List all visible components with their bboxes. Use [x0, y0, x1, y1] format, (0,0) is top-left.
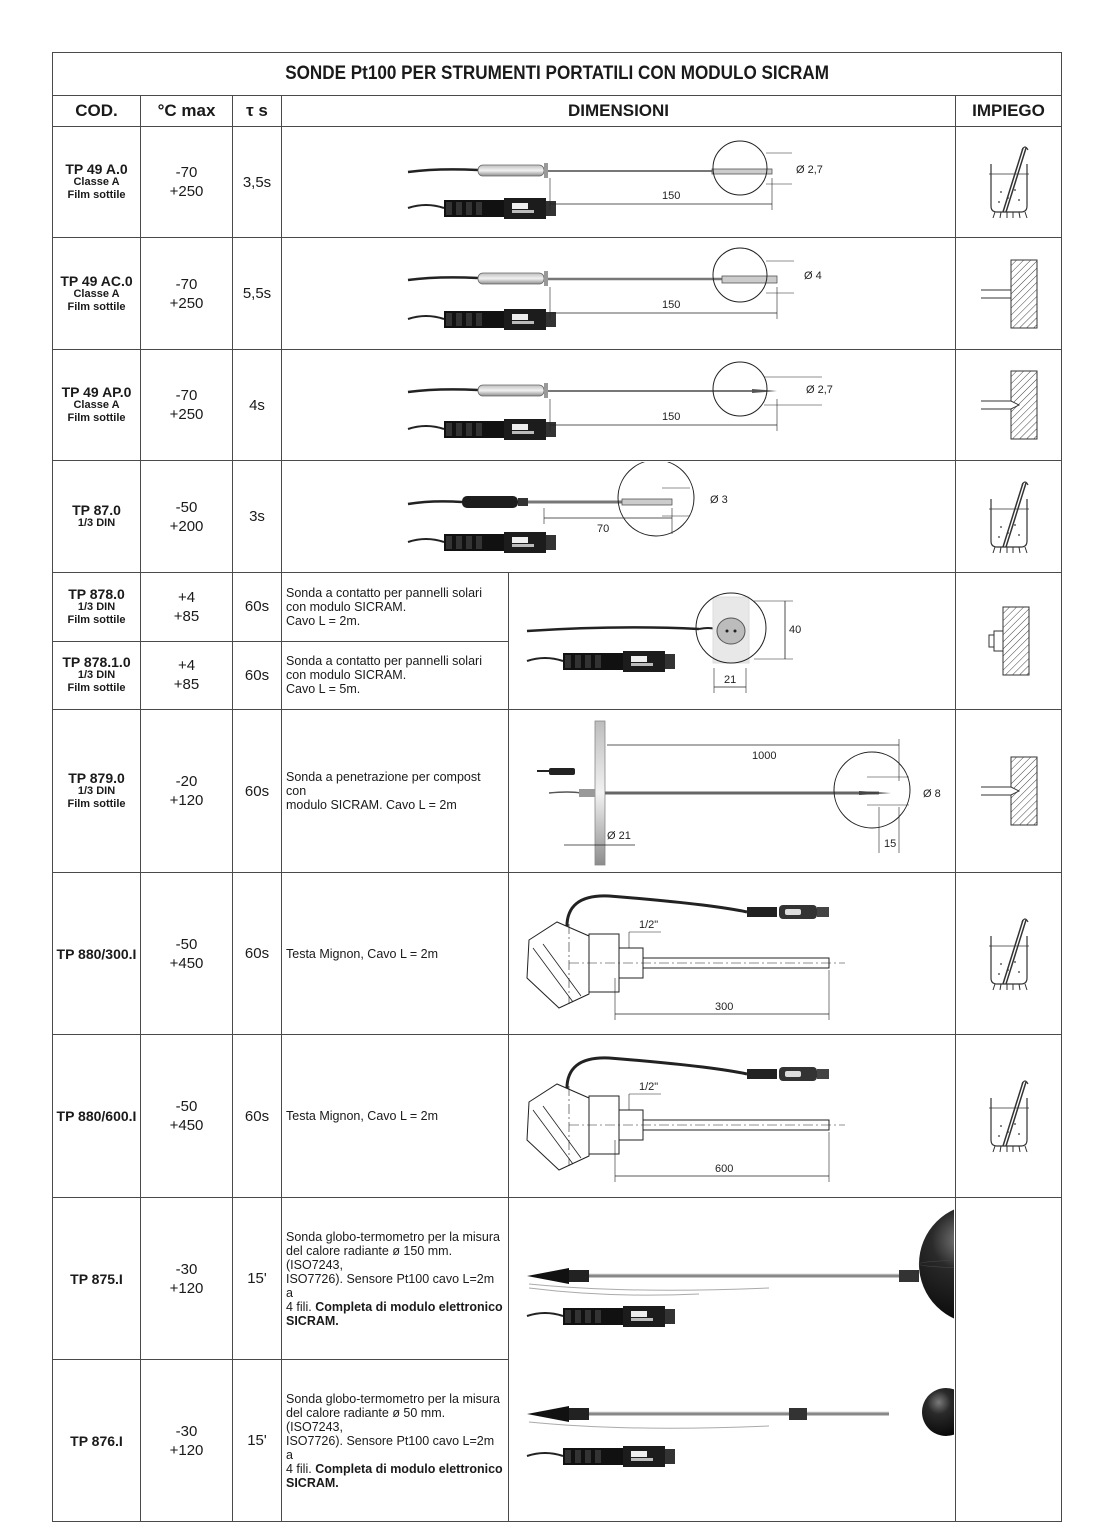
- response-time: 5,5s: [233, 238, 282, 350]
- temp-min: -70: [175, 387, 198, 404]
- usage-icon-cell: [956, 127, 1062, 238]
- product-sensor: Film sottile: [67, 613, 126, 626]
- table-row: [53, 350, 1062, 461]
- response-time: 60s: [233, 573, 282, 642]
- product-code: TP 879.0: [68, 770, 125, 786]
- description-line: 4 fili.: [286, 1461, 316, 1476]
- response-time: 60s: [233, 873, 282, 1035]
- length-label: 70: [597, 523, 610, 535]
- usage-icon-cell: [956, 238, 1062, 350]
- description-bold: Completa di modulo elettronico: [315, 1461, 503, 1476]
- temp-min: -20: [175, 773, 198, 790]
- header-temp: °C max: [141, 96, 233, 127]
- description: [282, 1360, 509, 1522]
- description: [282, 873, 509, 1035]
- table-title: SONDE Pt100 PER STRUMENTI PORTATILI CON MODULO SICRAM: [285, 63, 829, 84]
- immersion-icon: [979, 1076, 1039, 1156]
- thread-label: 1/2": [639, 1081, 659, 1093]
- dimension-drawing: [282, 350, 956, 461]
- usage-icon-cell: [956, 710, 1062, 873]
- product-class: 1/3 DIN: [77, 517, 116, 529]
- product-sensor: Film sottile: [67, 412, 126, 424]
- description-line: Sonda globo-termometro per la misura: [286, 1229, 500, 1244]
- table-row: [53, 710, 1062, 873]
- length-label: 300: [715, 1001, 734, 1013]
- description-line: ISO7726). Sensore Pt100 cavo L=2m a: [286, 1271, 495, 1300]
- probe-catalog-sheet: [52, 52, 1061, 1524]
- temp-max: +85: [173, 607, 200, 625]
- temp-min: -50: [175, 935, 198, 953]
- description-line: 4 fili.: [286, 1299, 316, 1314]
- table-row: [53, 238, 1062, 350]
- dimension-drawing: [509, 710, 956, 873]
- product-code: TP 875.I: [70, 1270, 123, 1287]
- temp-min: +4: [177, 657, 196, 675]
- description-line: Sonda a contatto per pannelli solari: [286, 585, 482, 600]
- temp-max: +450: [169, 954, 204, 972]
- temp-max: +250: [169, 406, 204, 423]
- dimension-drawing: [282, 127, 956, 238]
- description-bold: SICRAM.: [286, 1313, 339, 1328]
- temp-min: +4: [177, 588, 196, 606]
- contact-surface-icon: [981, 603, 1037, 679]
- temp-max: +85: [173, 676, 200, 694]
- description-line: Testa Mignon, Cavo L = 2m: [286, 946, 439, 961]
- description-line: Cavo L = 2m.: [286, 613, 361, 628]
- table-row: [53, 1198, 1062, 1360]
- temp-range-cell: [141, 573, 233, 642]
- temp-max: +250: [169, 183, 204, 200]
- product-sensor: Film sottile: [67, 300, 126, 313]
- immersion-icon: [979, 477, 1039, 557]
- temp-max: +120: [169, 792, 204, 809]
- product-sensor: Film sottile: [67, 798, 126, 810]
- product-class: 1/3 DIN: [77, 600, 116, 613]
- usage-icon-cell: [956, 1035, 1062, 1198]
- temp-max: +200: [169, 517, 204, 535]
- temp-min: -50: [175, 498, 198, 516]
- response-time: 60s: [233, 641, 282, 710]
- usage-icon-cell: [956, 461, 1062, 573]
- response-time: 4s: [233, 350, 282, 461]
- temp-max: +120: [169, 1441, 204, 1459]
- description-line: Sonda a contatto per pannelli solari: [286, 654, 482, 669]
- length-label: 600: [715, 1163, 734, 1175]
- handle-diameter-label: Ø 21: [607, 830, 631, 842]
- temp-max: +120: [169, 1279, 204, 1297]
- usage-icon-cell: [956, 350, 1062, 461]
- product-code: TP 49 AP.0: [61, 384, 132, 400]
- globe-probe-photo: [509, 1198, 956, 1522]
- header-cod: COD.: [53, 96, 141, 127]
- description: [282, 710, 509, 873]
- description-line: con modulo SICRAM.: [286, 599, 407, 614]
- response-time: 15': [233, 1198, 282, 1360]
- description-line: Sonda globo-termometro per la misura: [286, 1391, 500, 1406]
- product-code-cell: [53, 1198, 141, 1360]
- temp-range-cell: [141, 1035, 233, 1198]
- width-label: 21: [724, 674, 737, 686]
- table-row: [53, 1035, 1062, 1198]
- response-time: 60s: [233, 1035, 282, 1198]
- description: [282, 641, 509, 710]
- description-line: Testa Mignon, Cavo L = 2m: [286, 1109, 439, 1123]
- length-label: 1000: [752, 750, 777, 762]
- description: [282, 573, 509, 642]
- temp-range-cell: [141, 710, 233, 873]
- diameter-label: Ø 2,7: [806, 384, 833, 396]
- dimension-drawing: [509, 873, 956, 1035]
- temp-range-cell: [141, 238, 233, 350]
- table-row: [53, 461, 1062, 573]
- temp-range-cell: [141, 350, 233, 461]
- usage-icon-cell-empty: [956, 1198, 1062, 1522]
- header-row: [53, 96, 1062, 127]
- response-time: 3s: [233, 461, 282, 573]
- temp-max: +450: [169, 1117, 204, 1134]
- length-label: 150: [662, 411, 681, 423]
- usage-icon-cell: [956, 573, 1062, 710]
- product-code-cell: [53, 710, 141, 873]
- dimension-drawing: [282, 461, 956, 573]
- description-line: ISO7726). Sensore Pt100 cavo L=2m a: [286, 1433, 495, 1462]
- product-code: TP 49 AC.0: [60, 272, 133, 289]
- product-code: TP 880/600.I: [56, 1108, 137, 1124]
- table-title-cell: [53, 53, 1062, 96]
- product-code: TP 876.I: [70, 1432, 123, 1449]
- product-code: TP 880/300.I: [56, 945, 137, 962]
- product-class: 1/3 DIN: [77, 669, 116, 682]
- dimension-drawing: [509, 573, 956, 710]
- product-class: Classe A: [73, 399, 120, 411]
- temp-min: -50: [175, 1098, 198, 1115]
- table-row: [53, 873, 1062, 1035]
- description-bold: Completa di modulo elettronico: [315, 1299, 503, 1314]
- wall-penetration-icon: [979, 367, 1039, 443]
- thread-label: 1/2": [639, 919, 659, 931]
- product-code-cell: [53, 461, 141, 573]
- header-tau: τ s: [233, 96, 282, 127]
- length-label: 150: [662, 299, 681, 311]
- wall-surface-icon: [979, 256, 1039, 332]
- temp-min: -70: [175, 164, 198, 181]
- product-code: TP 87.0: [72, 502, 121, 518]
- temp-range-cell: [141, 873, 233, 1035]
- header-dimensioni: DIMENSIONI: [282, 96, 956, 127]
- product-class: Classe A: [73, 287, 120, 300]
- temp-min: -70: [175, 275, 198, 293]
- header-impiego: IMPIEGO: [956, 96, 1062, 127]
- product-code-cell: [53, 573, 141, 642]
- product-code-cell: [53, 127, 141, 238]
- table-row: [53, 573, 1062, 642]
- product-code-cell: [53, 350, 141, 461]
- table-row: [53, 127, 1062, 238]
- probe-table: [52, 52, 1062, 1522]
- product-class: Classe A: [73, 176, 120, 188]
- description-bold: SICRAM.: [286, 1475, 339, 1490]
- description-line: del calore radiante ø 150 mm. (ISO7243,: [286, 1243, 453, 1272]
- product-code-cell: [53, 1360, 141, 1522]
- description-line: del calore radiante ø 50 mm. (ISO7243,: [286, 1405, 446, 1434]
- product-sensor: Film sottile: [67, 189, 126, 201]
- product-code: TP 878.1.0: [62, 654, 131, 671]
- temp-range-cell: [141, 1360, 233, 1522]
- dimension-drawing: [282, 238, 956, 350]
- temp-range-cell: [141, 461, 233, 573]
- description-line: Cavo L = 5m.: [286, 682, 361, 697]
- description: [282, 1198, 509, 1360]
- product-code: TP 878.0: [68, 585, 125, 602]
- response-time: 3,5s: [233, 127, 282, 238]
- temp-range-cell: [141, 1198, 233, 1360]
- immersion-icon: [979, 142, 1039, 222]
- wall-penetration-icon: [979, 753, 1039, 829]
- length-label: 150: [662, 190, 681, 202]
- product-sensor: Film sottile: [67, 682, 126, 695]
- usage-icon-cell: [956, 873, 1062, 1035]
- product-code: TP 49 A.0: [65, 161, 128, 177]
- temp-range-cell: [141, 127, 233, 238]
- response-time: 60s: [233, 710, 282, 873]
- diameter-label: Ø 4: [804, 270, 822, 282]
- dimension-drawing: [509, 1035, 956, 1198]
- diameter-label: Ø 3: [710, 494, 728, 506]
- diameter-label: Ø 2,7: [796, 164, 823, 176]
- temp-min: -30: [175, 1260, 198, 1278]
- temp-max: +250: [169, 294, 204, 312]
- product-code-cell: [53, 641, 141, 710]
- description-line: Sonda a penetrazione per compost con: [286, 770, 481, 798]
- immersion-icon: [979, 914, 1039, 994]
- diameter-label: Ø 8: [923, 788, 941, 800]
- tip-length-label: 15: [884, 838, 897, 850]
- temp-min: -30: [175, 1422, 198, 1440]
- temp-range-cell: [141, 641, 233, 710]
- product-class: 1/3 DIN: [77, 785, 116, 797]
- description-line: modulo SICRAM. Cavo L = 2m: [286, 798, 457, 812]
- product-code-cell: [53, 1035, 141, 1198]
- product-code-cell: [53, 873, 141, 1035]
- description: [282, 1035, 509, 1198]
- product-code-cell: [53, 238, 141, 350]
- height-label: 40: [789, 624, 802, 636]
- response-time: 15': [233, 1360, 282, 1522]
- description-line: con modulo SICRAM.: [286, 668, 407, 683]
